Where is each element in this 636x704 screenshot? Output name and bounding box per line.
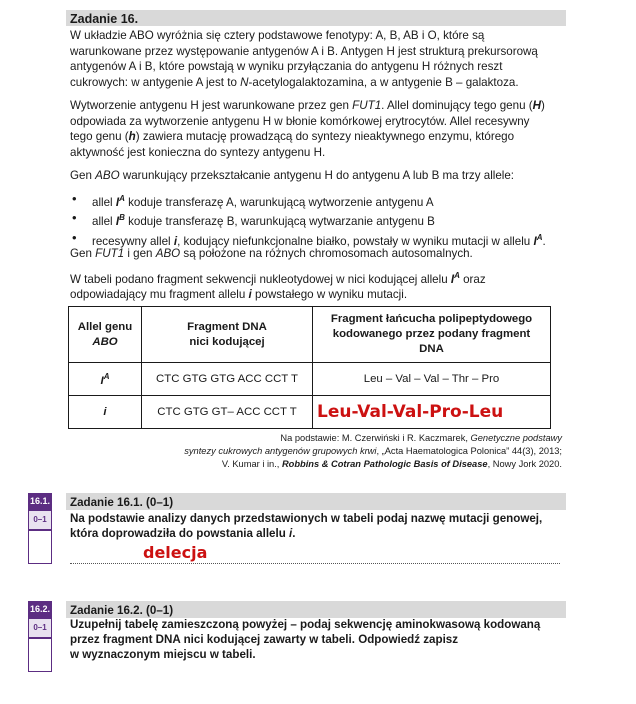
task-16-header [66, 10, 566, 26]
table-row [69, 396, 551, 429]
chromosome-paragraph [70, 246, 570, 262]
text-segment: i [248, 288, 252, 302]
text-segment: N [240, 75, 249, 89]
table-intro-paragraph [70, 268, 570, 303]
task-16-1-question [70, 511, 560, 541]
task-16-2-header [28, 601, 568, 618]
text-line: V. Kumar i in., Robbins & Cotran Pathologic Basis of Disease, Nowy Jork 2020. [221, 459, 562, 469]
text-segment: ABO [155, 247, 181, 260]
header-peptide [313, 307, 551, 363]
text-segment: h [128, 130, 136, 144]
text-line: Na podstawie analizy danych przedstawionych w tabeli podaj nazwę mutacji genowej, [70, 512, 543, 525]
table-row [69, 363, 551, 396]
task-16-1-header [28, 493, 568, 510]
peptide-cell: Leu – Val – Val – Thr – Pro [313, 363, 551, 396]
text-line: Uzupełnij tabelę zamieszczoną powyżej – podaj sekwencję aminokwasową kodowaną [70, 618, 541, 631]
task-16-2-question [70, 617, 560, 662]
header-allele [69, 307, 142, 363]
text-segment: H [532, 99, 541, 112]
header-dna [142, 307, 313, 363]
text-segment: syntezy cukrowych antygenów grupowych krwi [184, 446, 377, 456]
text-line: odpowiadający mu fragment allelu i powstałego w wyniku mutacji. [70, 288, 408, 302]
task-16-title: Zadanie 16. [70, 12, 139, 26]
allele-item: • allel $I^A$ koduje transferazę A, warunkującą wytworzenie antygenu A [70, 191, 570, 210]
table-header-row [69, 307, 551, 363]
fut1-paragraph [70, 98, 570, 160]
allele-cell [69, 396, 142, 429]
text-line: Wytworzenie antygenu H jest warunkowane przez gen FUT1. Allel dominujący tego genu (H) [70, 99, 545, 112]
handwritten-peptide-answer: Leu-Val-Val-Pro-Leu [317, 402, 504, 422]
text-line: Fragment DNA [187, 320, 267, 333]
text-line: syntezy cukrowych antygenów grupowych krwi, „Acta Haematologica Polonica” 44(3), 2013; [184, 446, 562, 456]
text-segment: Robbins & Cotran Pathologic Basis of Disease [281, 459, 488, 469]
text-segment: I [450, 272, 455, 286]
text-segment: A [454, 271, 460, 280]
text-segment: Genetyczne podstawy [470, 433, 562, 443]
text-line: kodowanego przez podany fragment [332, 328, 531, 340]
task-16-1-score-box[interactable] [28, 530, 52, 564]
abo-paragraph [70, 168, 570, 184]
text-segment: i [173, 234, 178, 248]
text-segment: B [119, 213, 125, 223]
task-16-2-points: 0–1 [28, 618, 52, 638]
text-line: Gen ABO warunkujący przekształcanie antygenu H do antygenu A lub B ma trzy allele: [70, 169, 515, 182]
peptide-answer-cell[interactable] [313, 396, 551, 429]
text-segment: I [533, 234, 537, 248]
text-segment: I [100, 374, 104, 387]
text-segment: i [103, 406, 107, 418]
handwritten-answer-16-1: delecja [143, 543, 208, 562]
text-line: Fragment łańcucha polipeptydowego [330, 313, 533, 325]
text-line: w wyznaczonym miejscu w tabeli. [70, 648, 256, 661]
text-line: Gen FUT1 i gen ABO są położone na różnych chromosomach autosomalnych. [70, 247, 473, 260]
text-line: DNA [419, 343, 444, 355]
text-line: która doprowadziła do powstania allelu i. [70, 527, 296, 540]
text-segment: ABO [92, 335, 118, 348]
task-16-1-title: Zadanie 16.1. (0–1) [70, 496, 174, 509]
allele-item: • allel $I^B$ koduje transferazę B, warunkującą wytwarzanie antygenu B [70, 210, 570, 229]
allele-cell [69, 363, 142, 396]
intro-paragraph [70, 28, 570, 90]
text-segment: A [119, 194, 125, 203]
text-segment: I [115, 215, 120, 229]
text-line: warunkowane przez występowanie antygenów A i B. Antygen H jest strukturą prekursorową [70, 44, 538, 58]
dna-cell: CTC GTG GT– ACC CCT T [142, 396, 313, 429]
task-16-2-score-box[interactable] [28, 638, 52, 672]
text-line: aktywność jest konieczna do syntezy antygenu H. [70, 145, 326, 159]
text-segment: I [115, 195, 120, 209]
text-line: odpowiada za wytworzenie antygenu H w błonie komórkowej erytrocytów. Allel recesywny [70, 114, 530, 128]
sequence-table [68, 306, 551, 429]
answer-line[interactable] [70, 563, 560, 564]
text-line: Na podstawie: M. Czerwiński i R. Kaczmarek, Genetyczne podstawy [280, 433, 562, 443]
text-line: nici kodującej [189, 335, 265, 348]
allele-list [70, 191, 570, 249]
text-segment: i [289, 527, 293, 540]
task-16-2-title: Zadanie 16.2. (0–1) [70, 604, 174, 617]
text-line: W układzie ABO wyróżnia się cztery podstawowe fenotypy: A, B, AB i O, które są [70, 29, 485, 42]
text-line: W tabeli podano fragment sekwencji nukleotydowej w nici kodującej allelu $I^A$ oraz [70, 271, 486, 286]
task-16-2-number: 16.2. [28, 601, 52, 618]
text-segment: FUT1 [95, 247, 125, 260]
text-line: antygenów A i B, które powstają w wyniku przyłączania do antygenu H różnych reszt [70, 60, 503, 74]
dna-cell: CTC GTG GTG ACC CCT T [142, 363, 313, 396]
text-line: tego genu (h) zawiera mutację prowadzącą do syntezy nieaktywnego enzymu, którego [70, 130, 515, 144]
task-16-1-points: 0–1 [28, 510, 52, 530]
allele-item: • recesywny allel i, kodujący niefunkcjonalne białko, powstały w wyniku mutacji w allelu $I^A$. [70, 230, 570, 249]
text-segment: A [536, 232, 543, 242]
task-16-1-number: 16.1. [28, 493, 52, 510]
text-line: przez fragment DNA nici kodującej zawarty w tabeli. Odpowiedź zapisz [70, 633, 459, 646]
text-segment: A [103, 371, 110, 381]
text-line: Allel genu [77, 320, 133, 333]
source-citation [150, 432, 562, 471]
text-segment: FUT1 [352, 99, 382, 112]
text-line: cukrowych: w antygenie A jest to N-acetylogalaktozamina, a w antygenie B – galaktoza. [70, 75, 519, 89]
text-segment: ABO [95, 169, 120, 182]
text-line [70, 335, 140, 350]
